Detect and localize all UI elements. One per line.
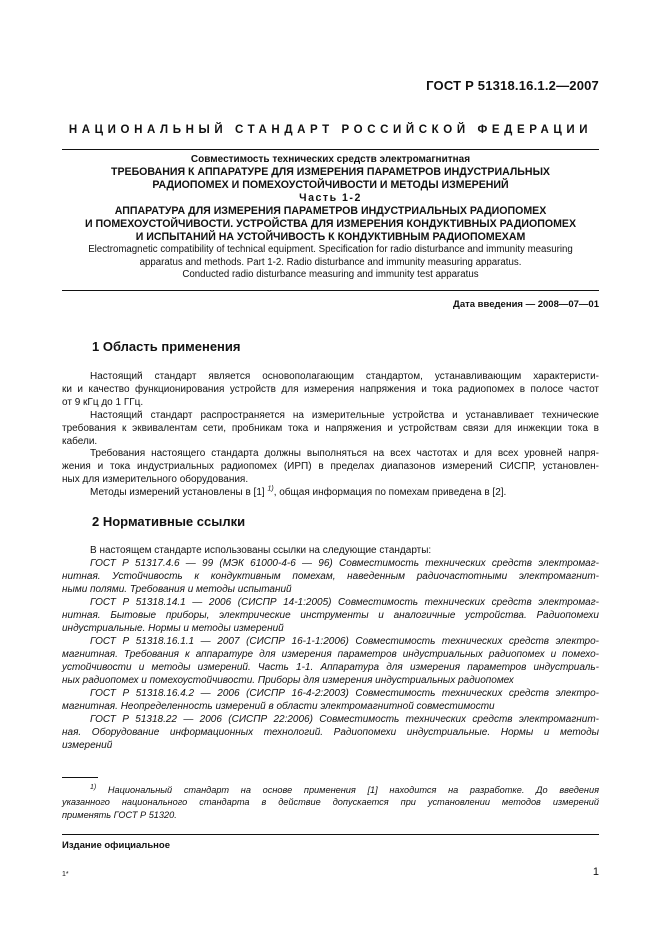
section-1-title: 1 Область применения bbox=[92, 339, 241, 354]
reference-item: ГОСТ Р 51318.22 — 2006 (СИСПР 22:2006) Совместимость технических средств электромагнит- ная. Оборудование информационных технологий. Радиопомехи индустриальные. Нормы и методы измерений bbox=[62, 714, 599, 751]
footnote-ref-1[interactable]: 1) bbox=[267, 485, 274, 493]
divider-title bbox=[62, 290, 599, 291]
standard-banner: НАЦИОНАЛЬНЫЙ СТАНДАРТ РОССИЙСКОЙ ФЕДЕРАЦИИ bbox=[68, 124, 593, 136]
title-line: Совместимость технических средств электромагнитная bbox=[190, 154, 471, 165]
section-1-paragraph-4: Методы измерений установлены в [1] $^{1)}$, общая информация по помехам приведена в [2]. bbox=[90, 485, 507, 498]
footnote: $^{1)}$ Национальный стандарт на основе применения [1] находится на разработке. До введения указанного национального стандарта в действие допускается при установлении методов измерений применять ГОСТ Р 51320. bbox=[62, 783, 599, 820]
divider-top bbox=[62, 149, 599, 150]
section-1-paragraph-3: Требования настоящего стандарта должны выполняться на всех частотах и для всех уровней напря- жения и тока индустриальных радиопомех (ИРП) в пределах диапазонов измерений СИСПР, установлен- ных для измерительного оборудования. bbox=[62, 448, 599, 485]
subtitle-line: И ПОМЕХОУСТОЙЧИВОСТИ. УСТРОЙСТВА ДЛЯ ИЗМЕРЕНИЯ КОНДУКТИВНЫХ РАДИОПОМЕХ bbox=[84, 218, 577, 230]
section-2-title: 2 Нормативные ссылки bbox=[92, 514, 246, 529]
title-line: РАДИОПОМЕХ И ПОМЕХОУСТОЙЧИВОСТИ И МЕТОДЫ ИЗМЕРЕНИЙ bbox=[152, 179, 509, 191]
divider-footer bbox=[62, 834, 599, 835]
sheet-mark: 1* bbox=[62, 871, 69, 878]
english-title-line: Electromagnetic compatibility of technical equipment. Specification for radio disturbance and immunity measuring bbox=[88, 244, 573, 255]
reference-item: ГОСТ Р 51317.4.6 — 99 (МЭК 61000-4-6 — 96) Совместимость технических средств электромаг- нитная. Устойчивость к кондуктивным помехам, наведенным радиочастотными электромагнит- ными полями. Требования и методы испытаний bbox=[62, 558, 599, 595]
document-code: ГОСТ Р 51318.16.1.2—2007 bbox=[426, 78, 599, 93]
reference-item: ГОСТ Р 51318.16.4.2 — 2006 (СИСПР 16-4-2:2003) Совместимость технических средств электро- магнитная. Неопределенность измерений в области электромагнитной совместимости bbox=[62, 688, 599, 712]
footnote-divider bbox=[62, 777, 98, 778]
intro-date: Дата введения — 2008—07—01 bbox=[453, 299, 599, 310]
title-block bbox=[62, 153, 599, 282]
title-line: ТРЕБОВАНИЯ К АППАРАТУРЕ ДЛЯ ИЗМЕРЕНИЯ ПАРАМЕТРОВ ИНДУСТРИАЛЬНЫХ bbox=[110, 166, 551, 178]
title-part: Часть 1-2 bbox=[299, 192, 362, 204]
footnote-marker: 1) bbox=[90, 783, 97, 791]
section-2-intro: В настоящем стандарте использованы ссылки на следующие стандарты: bbox=[90, 545, 432, 556]
edition-label: Издание официальное bbox=[62, 840, 170, 851]
subtitle-line: И ИСПЫТАНИЙ НА УСТОЙЧИВОСТЬ К КОНДУКТИВНЫМ РАДИОПОМЕХАМ bbox=[135, 231, 526, 243]
section-1-paragraph-2: Настоящий стандарт распространяется на измерительные устройства и устанавливает технические требования к эквивалентам сети, пробникам тока и напряжения и устройствам связи для инжекции тока в кабели. bbox=[62, 410, 599, 447]
reference-item: ГОСТ Р 51318.16.1.1 — 2007 (СИСПР 16-1-1:2006) Совместимость технических средств электро- магнитная. Требования к аппаратуре для измерения параметров индустриальных радиопомех и помехо- устойчивости и методы измерений. Часть 1-1. Аппаратура для измерения параметров индустриаль- ных радиопомех и помехоустойчивости. Приборы для измерения индустриальных радиопомех bbox=[62, 636, 599, 686]
english-title-line: apparatus and methods. Part 1-2. Radio disturbance and immunity measuring apparatus. bbox=[139, 256, 522, 268]
english-title-line: Conducted radio disturbance measuring and immunity test apparatus bbox=[182, 269, 479, 280]
reference-item: ГОСТ Р 51318.14.1 — 2006 (СИСПР 14-1:2005) Совместимость технических средств электромаг- нитная. Бытовые приборы, электрические инструменты и аналогичные устройства. Радиопомехи индустриальные. Нормы и методы измерений bbox=[62, 597, 599, 634]
page-number: 1 bbox=[592, 866, 599, 878]
section-1-paragraph-1: Настоящий стандарт является основополагающим стандартом, устанавливающим характеристи- ки и качество функционирования устройств для измерения напряжения и тока радиопомех в полосе частот от 9 кГц до 1 ГГц. bbox=[62, 371, 599, 408]
subtitle-line: АППАРАТУРА ДЛЯ ИЗМЕРЕНИЯ ПАРАМЕТРОВ ИНДУСТРИАЛЬНЫХ РАДИОПОМЕХ bbox=[114, 205, 547, 217]
